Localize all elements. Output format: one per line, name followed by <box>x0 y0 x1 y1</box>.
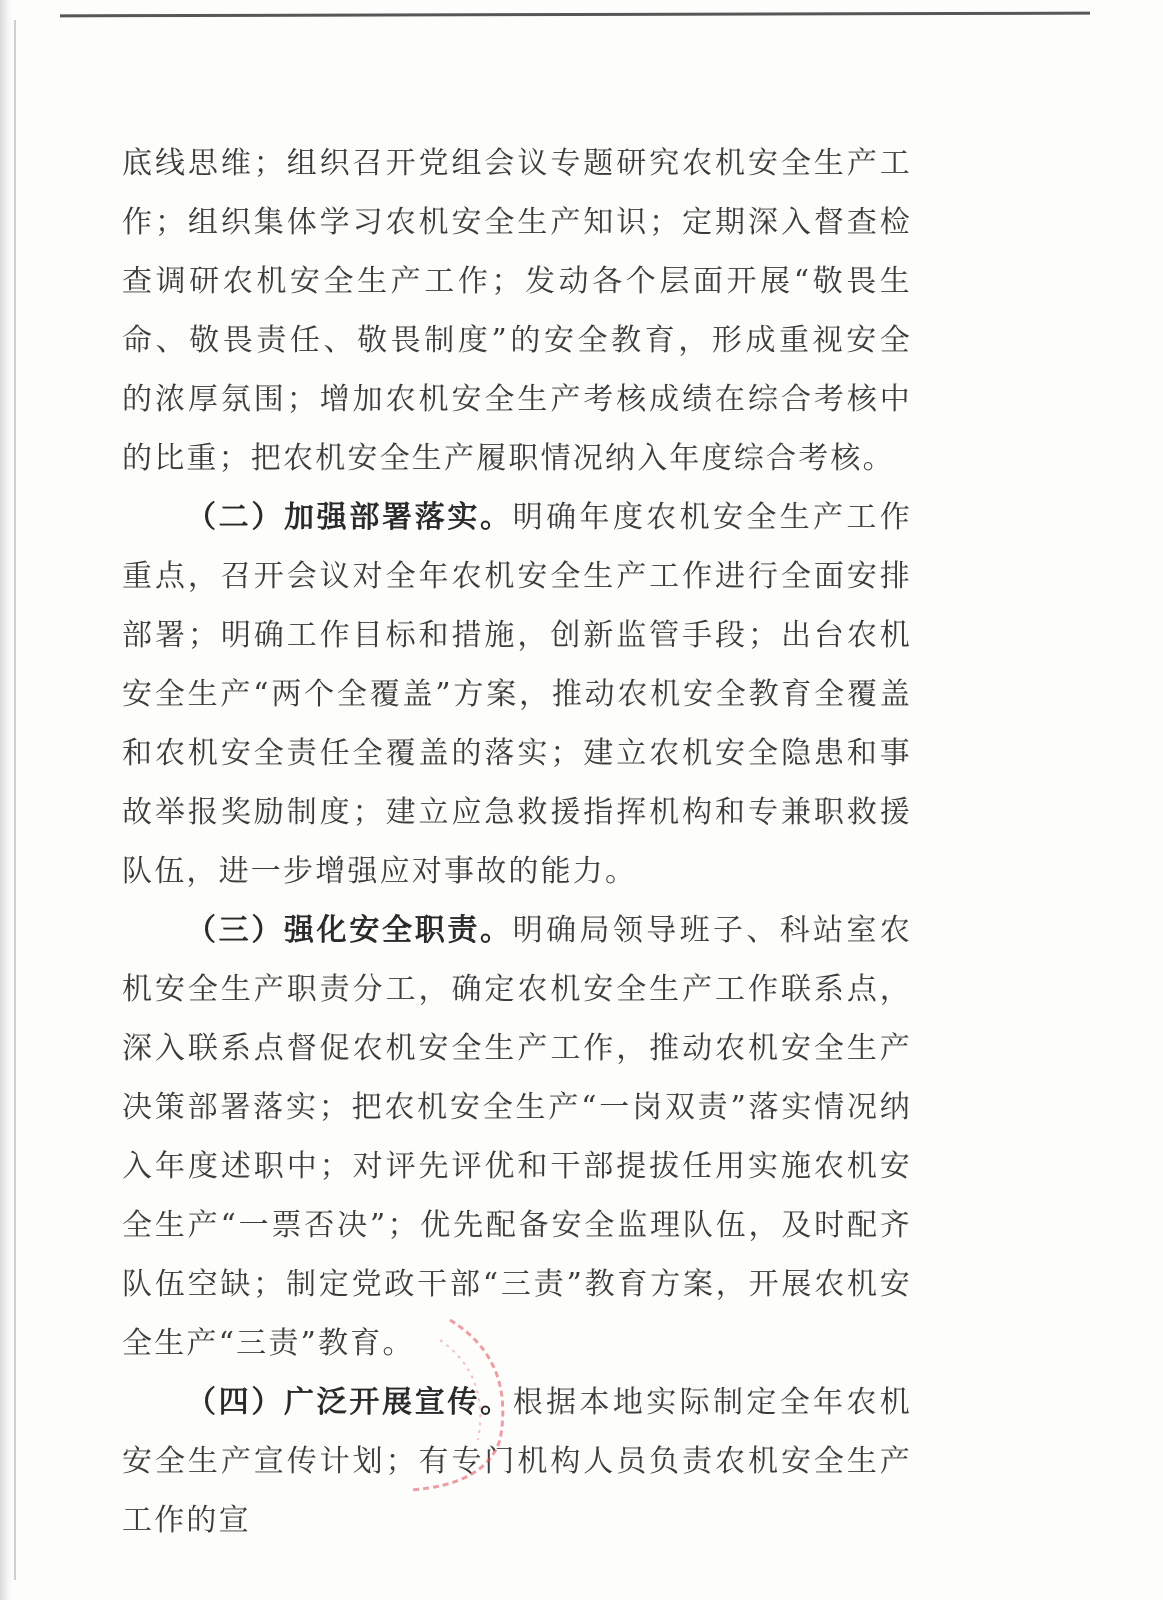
paragraph-section-3 <box>122 901 912 1373</box>
section-heading: （四）广泛开展宣传。 <box>186 1385 513 1420</box>
paragraph-text: 底线思维；组织召开党组会议专题研究农机安全生产工作；组织集体学习农机安全生产知识；定期深入督查检查调研农机安全生产工作；发动各个层面开展“敬畏生命、敬畏责任、敬畏制度”的安全教育，形成重视安全的浓厚氛围；增加农机安全生产考核成绩在综合考核中的比重；把农机安全生产履职情况纳入年度综合考核。 <box>122 146 912 476</box>
paragraph-section-4 <box>122 1373 912 1550</box>
paragraph-section-2 <box>122 488 912 901</box>
section-heading: （二）加强部署落实。 <box>186 500 513 535</box>
scan-edge-line <box>14 20 16 1580</box>
document-body <box>122 134 912 1550</box>
paragraph-text: 明确局领导班子、科站室农机安全生产职责分工，确定农机安全生产工作联系点，深入联系点督促农机安全生产工作，推动农机安全生产决策部署落实；把农机安全生产“一岗双责”落实情况纳入年度述职中；对评先评优和干部提拔任用实施农机安全生产“一票否决”；优先配备安全监理队伍，及时配齐队伍空缺；制定党政干部“三责”教育方案，开展农机安全生产“三责”教育。 <box>122 913 913 1361</box>
paragraph-text: 明确年度农机安全生产工作重点，召开会议对全年农机安全生产工作进行全面安排部署；明确工作目标和措施，创新监管手段；出台农机安全生产“两个全覆盖”方案，推动农机安全教育全覆盖和农机安全责任全覆盖的落实；建立农机安全隐患和事故举报奖励制度；建立应急救援指挥机构和专兼职救援队伍，进一步增强应对事故的能力。 <box>122 500 913 889</box>
paragraph-text: 根据本地实际制定全年农机安全生产宣传计划；有专门机构人员负责农机安全生产工作的宣 <box>122 1385 913 1538</box>
section-heading: （三）强化安全职责。 <box>186 913 513 948</box>
paragraph-continuation <box>122 134 912 488</box>
scan-edge-shadow <box>0 0 12 1600</box>
scan-top-line <box>60 12 1090 18</box>
